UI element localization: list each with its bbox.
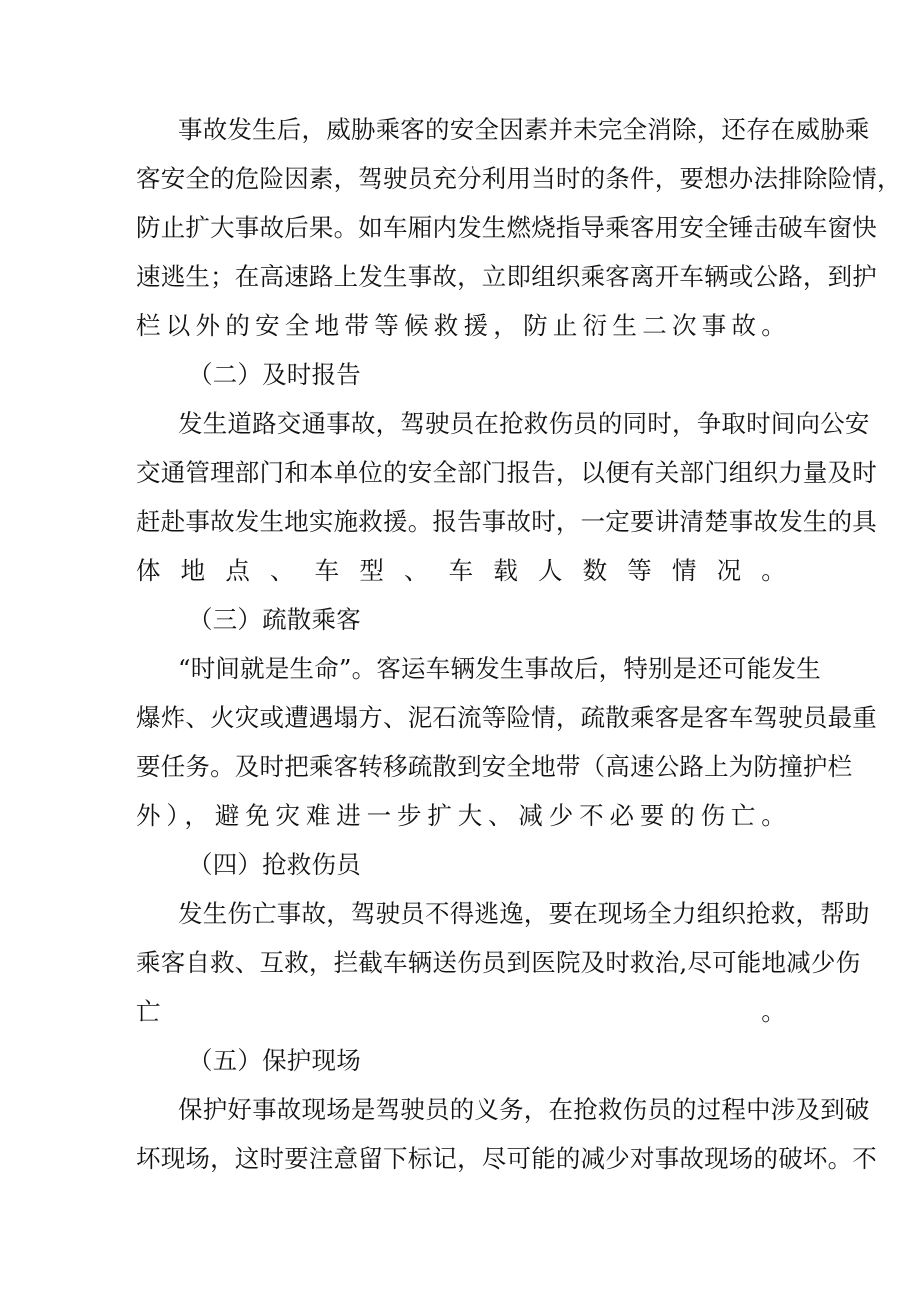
paragraph-line: 速逃生；在高速路上发生事故，立即组织乘客离开车辆或公路，到护	[136, 262, 877, 291]
paragraph-line: 乘客自救、互救，拦截车辆送伤员到医院及时救治,尽可能地减少伤	[136, 948, 861, 977]
paragraph-line: 事故发生后，威胁乘客的安全因素并未完全消除，还存在威胁乘	[178, 115, 870, 144]
section-heading: （二）及时报告	[188, 360, 361, 389]
paragraph-line: “时间就是生命”。客运车辆发生事故后，特别是还可能发生	[178, 654, 821, 683]
paragraph-line: 外），避免灾难进一步扩大、减少不必要的伤亡。	[136, 801, 786, 830]
paragraph-line: 发生伤亡事故，驾驶员不得逃逸，要在现场全力组织抢救，帮助	[178, 899, 870, 928]
paragraph-line: 客安全的危险因素，驾驶员充分利用当时的条件，要想办法排除险情，	[136, 164, 902, 193]
paragraph-line: 爆炸、火灾或遭遇塌方、泥石流等险情，疏散乘客是客车驾驶员最重	[136, 703, 877, 732]
section-heading: （四）抢救伤员	[188, 850, 361, 879]
paragraph-line: 防止扩大事故后果。如车厢内发生燃烧指导乘客用安全锤击破车窗快	[136, 213, 877, 242]
paragraph-line: 体地点、车型、车载人数等情况。	[136, 556, 786, 585]
paragraph-line: 发生道路交通事故，驾驶员在抢救伤员的同时，争取时间向公安	[178, 409, 870, 438]
paragraph-line: 保护好事故现场是驾驶员的义务，在抢救伤员的过程中涉及到破	[178, 1095, 870, 1124]
paragraph-line: 赶赴事故发生地实施救援。报告事故时，一定要讲清楚事故发生的具	[136, 507, 877, 536]
section-heading: （五）保护现场	[188, 1046, 361, 1075]
paragraph-line: 坏现场，这时要注意留下标记，尽可能的减少对事故现场的破坏。不	[136, 1144, 877, 1173]
paragraph-line: 要任务。及时把乘客转移疏散到安全地带（高速公路上为防撞护栏	[136, 752, 853, 781]
paragraph-line: 栏以外的安全地带等候救援，防止衍生二次事故。	[136, 311, 786, 340]
section-heading: （三）疏散乘客	[188, 605, 361, 634]
paragraph-line: 交通管理部门和本单位的安全部门报告，以便有关部门组织力量及时	[136, 458, 877, 487]
paragraph-line: 亡。	[136, 997, 786, 1026]
